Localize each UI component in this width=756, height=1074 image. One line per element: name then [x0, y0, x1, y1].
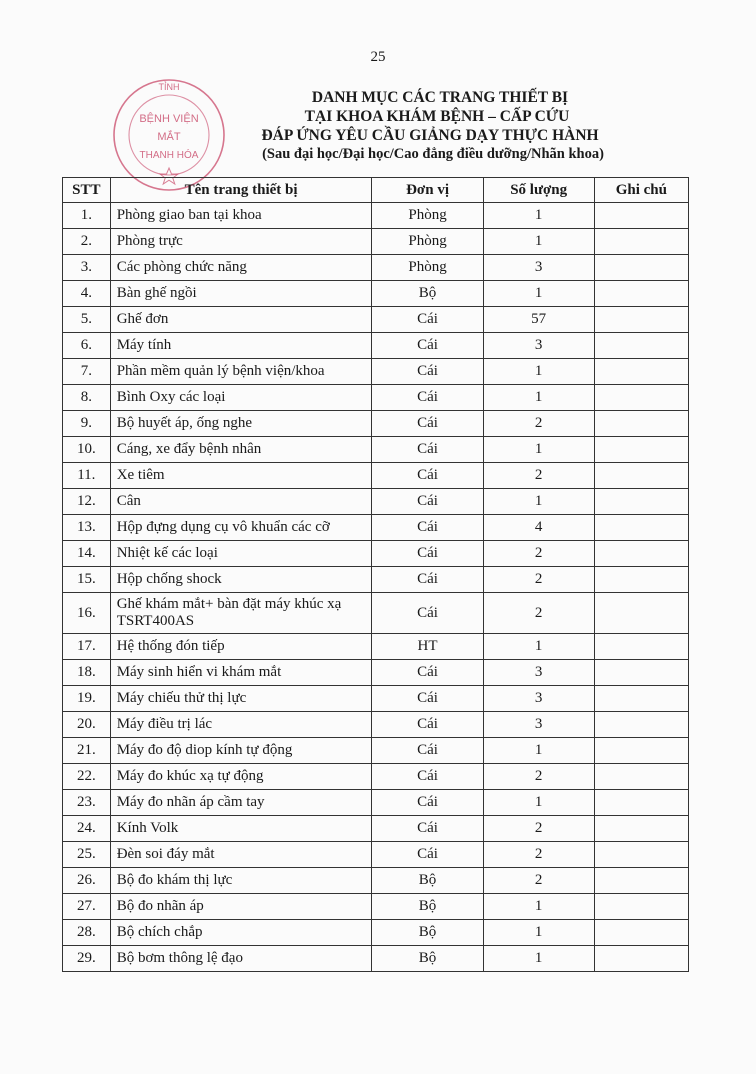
cell-stt: 1. [63, 203, 111, 229]
cell-unit: Cái [372, 385, 483, 411]
cell-unit: Phòng [372, 255, 483, 281]
cell-equipment-name: Máy đo nhãn áp cầm tay [110, 790, 372, 816]
cell-note [594, 816, 688, 842]
table-row [63, 593, 689, 634]
header-equipment-name: Tên trang thiết bị [110, 178, 372, 203]
table-row [63, 437, 689, 463]
cell-note [594, 515, 688, 541]
cell-note [594, 894, 688, 920]
cell-equipment-name: Máy đo khúc xạ tự động [110, 764, 372, 790]
cell-stt: 21. [63, 738, 111, 764]
cell-unit: Cái [372, 816, 483, 842]
cell-note [594, 712, 688, 738]
cell-stt: 22. [63, 764, 111, 790]
title-line-3: ĐÁP ỨNG YÊU CẦU GIẢNG DẠY THỰC HÀNH [261, 127, 599, 144]
seal-text-middle: BỆNH VIỆN [139, 113, 199, 125]
cell-unit: Bộ [372, 894, 483, 920]
cell-equipment-name: Máy sinh hiển vi khám mắt [110, 660, 372, 686]
cell-quantity: 2 [483, 816, 594, 842]
cell-unit: Cái [372, 515, 483, 541]
cell-equipment-name: Phần mềm quản lý bệnh viện/khoa [110, 359, 372, 385]
cell-stt: 18. [63, 660, 111, 686]
cell-equipment-name: Hệ thống đón tiếp [110, 634, 372, 660]
seal-text-top: TỈNH [158, 82, 180, 92]
cell-stt: 20. [63, 712, 111, 738]
cell-stt: 15. [63, 567, 111, 593]
cell-quantity: 3 [483, 712, 594, 738]
cell-stt: 8. [63, 385, 111, 411]
table-row [63, 255, 689, 281]
cell-unit: Bộ [372, 946, 483, 972]
cell-unit: Cái [372, 712, 483, 738]
cell-stt: 26. [63, 868, 111, 894]
cell-equipment-name: Đèn soi đáy mắt [110, 842, 372, 868]
cell-unit: Bộ [372, 868, 483, 894]
table-row [63, 567, 689, 593]
cell-equipment-name: Máy chiếu thử thị lực [110, 686, 372, 712]
cell-note [594, 567, 688, 593]
cell-unit: Cái [372, 437, 483, 463]
table-row [63, 842, 689, 868]
cell-quantity: 1 [483, 894, 594, 920]
cell-unit: Cái [372, 411, 483, 437]
cell-unit: Bộ [372, 281, 483, 307]
cell-equipment-name: Bộ bơm thông lệ đạo [110, 946, 372, 972]
table-row [63, 515, 689, 541]
cell-note [594, 255, 688, 281]
seal-text-lower: MẮT [157, 131, 181, 143]
cell-unit: Phòng [372, 203, 483, 229]
header-unit: Đơn vị [372, 178, 483, 203]
cell-stt: 23. [63, 790, 111, 816]
cell-stt: 14. [63, 541, 111, 567]
cell-note [594, 593, 688, 634]
cell-equipment-name: Bộ huyết áp, ống nghe [110, 411, 372, 437]
cell-quantity: 2 [483, 411, 594, 437]
cell-unit: Cái [372, 333, 483, 359]
header-stt: STT [63, 178, 111, 203]
cell-equipment-name: Nhiệt kế các loại [110, 541, 372, 567]
cell-equipment-name: Cân [110, 489, 372, 515]
cell-equipment-name: Cáng, xe đẩy bệnh nhân [110, 437, 372, 463]
cell-quantity: 2 [483, 541, 594, 567]
cell-note [594, 463, 688, 489]
table-row [63, 894, 689, 920]
cell-unit: Phòng [372, 229, 483, 255]
cell-note [594, 203, 688, 229]
cell-note [594, 489, 688, 515]
table-row [63, 816, 689, 842]
cell-stt: 19. [63, 686, 111, 712]
cell-quantity: 1 [483, 920, 594, 946]
table-row [63, 229, 689, 255]
table-row [63, 411, 689, 437]
table-row [63, 738, 689, 764]
seal-text-bottom: THANH HÓA [139, 150, 199, 161]
cell-stt: 13. [63, 515, 111, 541]
cell-unit: Cái [372, 359, 483, 385]
cell-note [594, 946, 688, 972]
title-line-4: (Sau đại học/Đại học/Cao đẳng điều dưỡng/Nhãn khoa) [262, 146, 604, 162]
cell-equipment-name: Bộ chích chắp [110, 920, 372, 946]
cell-stt: 5. [63, 307, 111, 333]
cell-stt: 27. [63, 894, 111, 920]
cell-equipment-name: Bàn ghế ngồi [110, 281, 372, 307]
table-body [63, 203, 689, 972]
cell-equipment-name: Máy điều trị lác [110, 712, 372, 738]
cell-quantity: 3 [483, 686, 594, 712]
cell-quantity: 2 [483, 463, 594, 489]
cell-quantity: 1 [483, 359, 594, 385]
cell-note [594, 437, 688, 463]
cell-quantity: 1 [483, 738, 594, 764]
cell-stt: 7. [63, 359, 111, 385]
cell-stt: 2. [63, 229, 111, 255]
cell-quantity: 2 [483, 842, 594, 868]
table-row [63, 281, 689, 307]
cell-note [594, 411, 688, 437]
cell-unit: Cái [372, 307, 483, 333]
cell-note [594, 738, 688, 764]
cell-quantity: 1 [483, 489, 594, 515]
table-row [63, 541, 689, 567]
table-row [63, 920, 689, 946]
table-row [63, 307, 689, 333]
cell-quantity: 4 [483, 515, 594, 541]
cell-equipment-name: Hộp đựng dụng cụ vô khuẩn các cỡ [110, 515, 372, 541]
cell-equipment-name: Bộ đo khám thị lực [110, 868, 372, 894]
cell-stt: 12. [63, 489, 111, 515]
document-title [150, 88, 710, 164]
cell-equipment-name: Máy đo độ diop kính tự động [110, 738, 372, 764]
cell-quantity: 1 [483, 790, 594, 816]
cell-stt: 6. [63, 333, 111, 359]
cell-stt: 25. [63, 842, 111, 868]
cell-stt: 4. [63, 281, 111, 307]
cell-stt: 9. [63, 411, 111, 437]
cell-note [594, 660, 688, 686]
cell-equipment-name: Bộ đo nhãn áp [110, 894, 372, 920]
cell-unit: Cái [372, 738, 483, 764]
cell-note [594, 385, 688, 411]
cell-unit: Cái [372, 790, 483, 816]
cell-quantity: 57 [483, 307, 594, 333]
cell-note [594, 333, 688, 359]
cell-unit: Cái [372, 764, 483, 790]
table-row [63, 660, 689, 686]
cell-note [594, 686, 688, 712]
cell-stt: 10. [63, 437, 111, 463]
cell-equipment-name: Ghế khám mắt+ bàn đặt máy khúc xạ TSRT400AS [110, 593, 372, 634]
cell-quantity: 1 [483, 203, 594, 229]
cell-unit: Cái [372, 660, 483, 686]
table-row [63, 463, 689, 489]
cell-quantity: 1 [483, 229, 594, 255]
cell-quantity: 2 [483, 764, 594, 790]
table-row [63, 634, 689, 660]
cell-equipment-name: Kính Volk [110, 816, 372, 842]
cell-note [594, 541, 688, 567]
table-row [63, 868, 689, 894]
cell-unit: Cái [372, 541, 483, 567]
table-row [63, 764, 689, 790]
cell-unit: Bộ [372, 920, 483, 946]
cell-note [594, 307, 688, 333]
table-row [63, 333, 689, 359]
table-row [63, 489, 689, 515]
table-row [63, 946, 689, 972]
cell-equipment-name: Phòng giao ban tại khoa [110, 203, 372, 229]
cell-quantity: 1 [483, 281, 594, 307]
cell-equipment-name: Xe tiêm [110, 463, 372, 489]
cell-note [594, 229, 688, 255]
table-row [63, 686, 689, 712]
cell-equipment-name: Hộp chống shock [110, 567, 372, 593]
cell-equipment-name: Phòng trực [110, 229, 372, 255]
table-header-row [63, 178, 689, 203]
cell-unit: Cái [372, 567, 483, 593]
cell-equipment-name: Ghế đơn [110, 307, 372, 333]
cell-stt: 17. [63, 634, 111, 660]
cell-unit: HT [372, 634, 483, 660]
cell-stt: 29. [63, 946, 111, 972]
cell-unit: Cái [372, 489, 483, 515]
cell-quantity: 1 [483, 385, 594, 411]
cell-quantity: 3 [483, 660, 594, 686]
cell-quantity: 3 [483, 255, 594, 281]
cell-equipment-name: Bình Oxy các loại [110, 385, 372, 411]
cell-equipment-name: Các phòng chức năng [110, 255, 372, 281]
cell-stt: 28. [63, 920, 111, 946]
table-row [63, 712, 689, 738]
cell-quantity: 2 [483, 567, 594, 593]
title-line-1: DANH MỤC CÁC TRANG THIẾT BỊ [311, 89, 569, 106]
cell-note [594, 359, 688, 385]
cell-unit: Cái [372, 842, 483, 868]
title-line-2: TẠI KHOA KHÁM BỆNH – CẤP CỨU [304, 108, 570, 125]
cell-unit: Cái [372, 593, 483, 634]
table-row [63, 385, 689, 411]
cell-unit: Cái [372, 463, 483, 489]
table-row [63, 790, 689, 816]
cell-note [594, 842, 688, 868]
cell-quantity: 2 [483, 868, 594, 894]
cell-note [594, 868, 688, 894]
equipment-table [62, 177, 689, 972]
cell-stt: 24. [63, 816, 111, 842]
cell-quantity: 1 [483, 634, 594, 660]
cell-quantity: 2 [483, 593, 594, 634]
cell-note [594, 790, 688, 816]
cell-note [594, 920, 688, 946]
cell-note [594, 764, 688, 790]
cell-equipment-name: Máy tính [110, 333, 372, 359]
table-row [63, 359, 689, 385]
table-row [63, 203, 689, 229]
cell-stt: 3. [63, 255, 111, 281]
header-note: Ghi chú [594, 178, 688, 203]
header-quantity: Số lượng [483, 178, 594, 203]
page-number: 25 [370, 49, 386, 65]
cell-stt: 16. [63, 593, 111, 634]
cell-unit: Cái [372, 686, 483, 712]
cell-quantity: 1 [483, 437, 594, 463]
cell-quantity: 3 [483, 333, 594, 359]
cell-note [594, 634, 688, 660]
cell-stt: 11. [63, 463, 111, 489]
cell-quantity: 1 [483, 946, 594, 972]
cell-note [594, 281, 688, 307]
